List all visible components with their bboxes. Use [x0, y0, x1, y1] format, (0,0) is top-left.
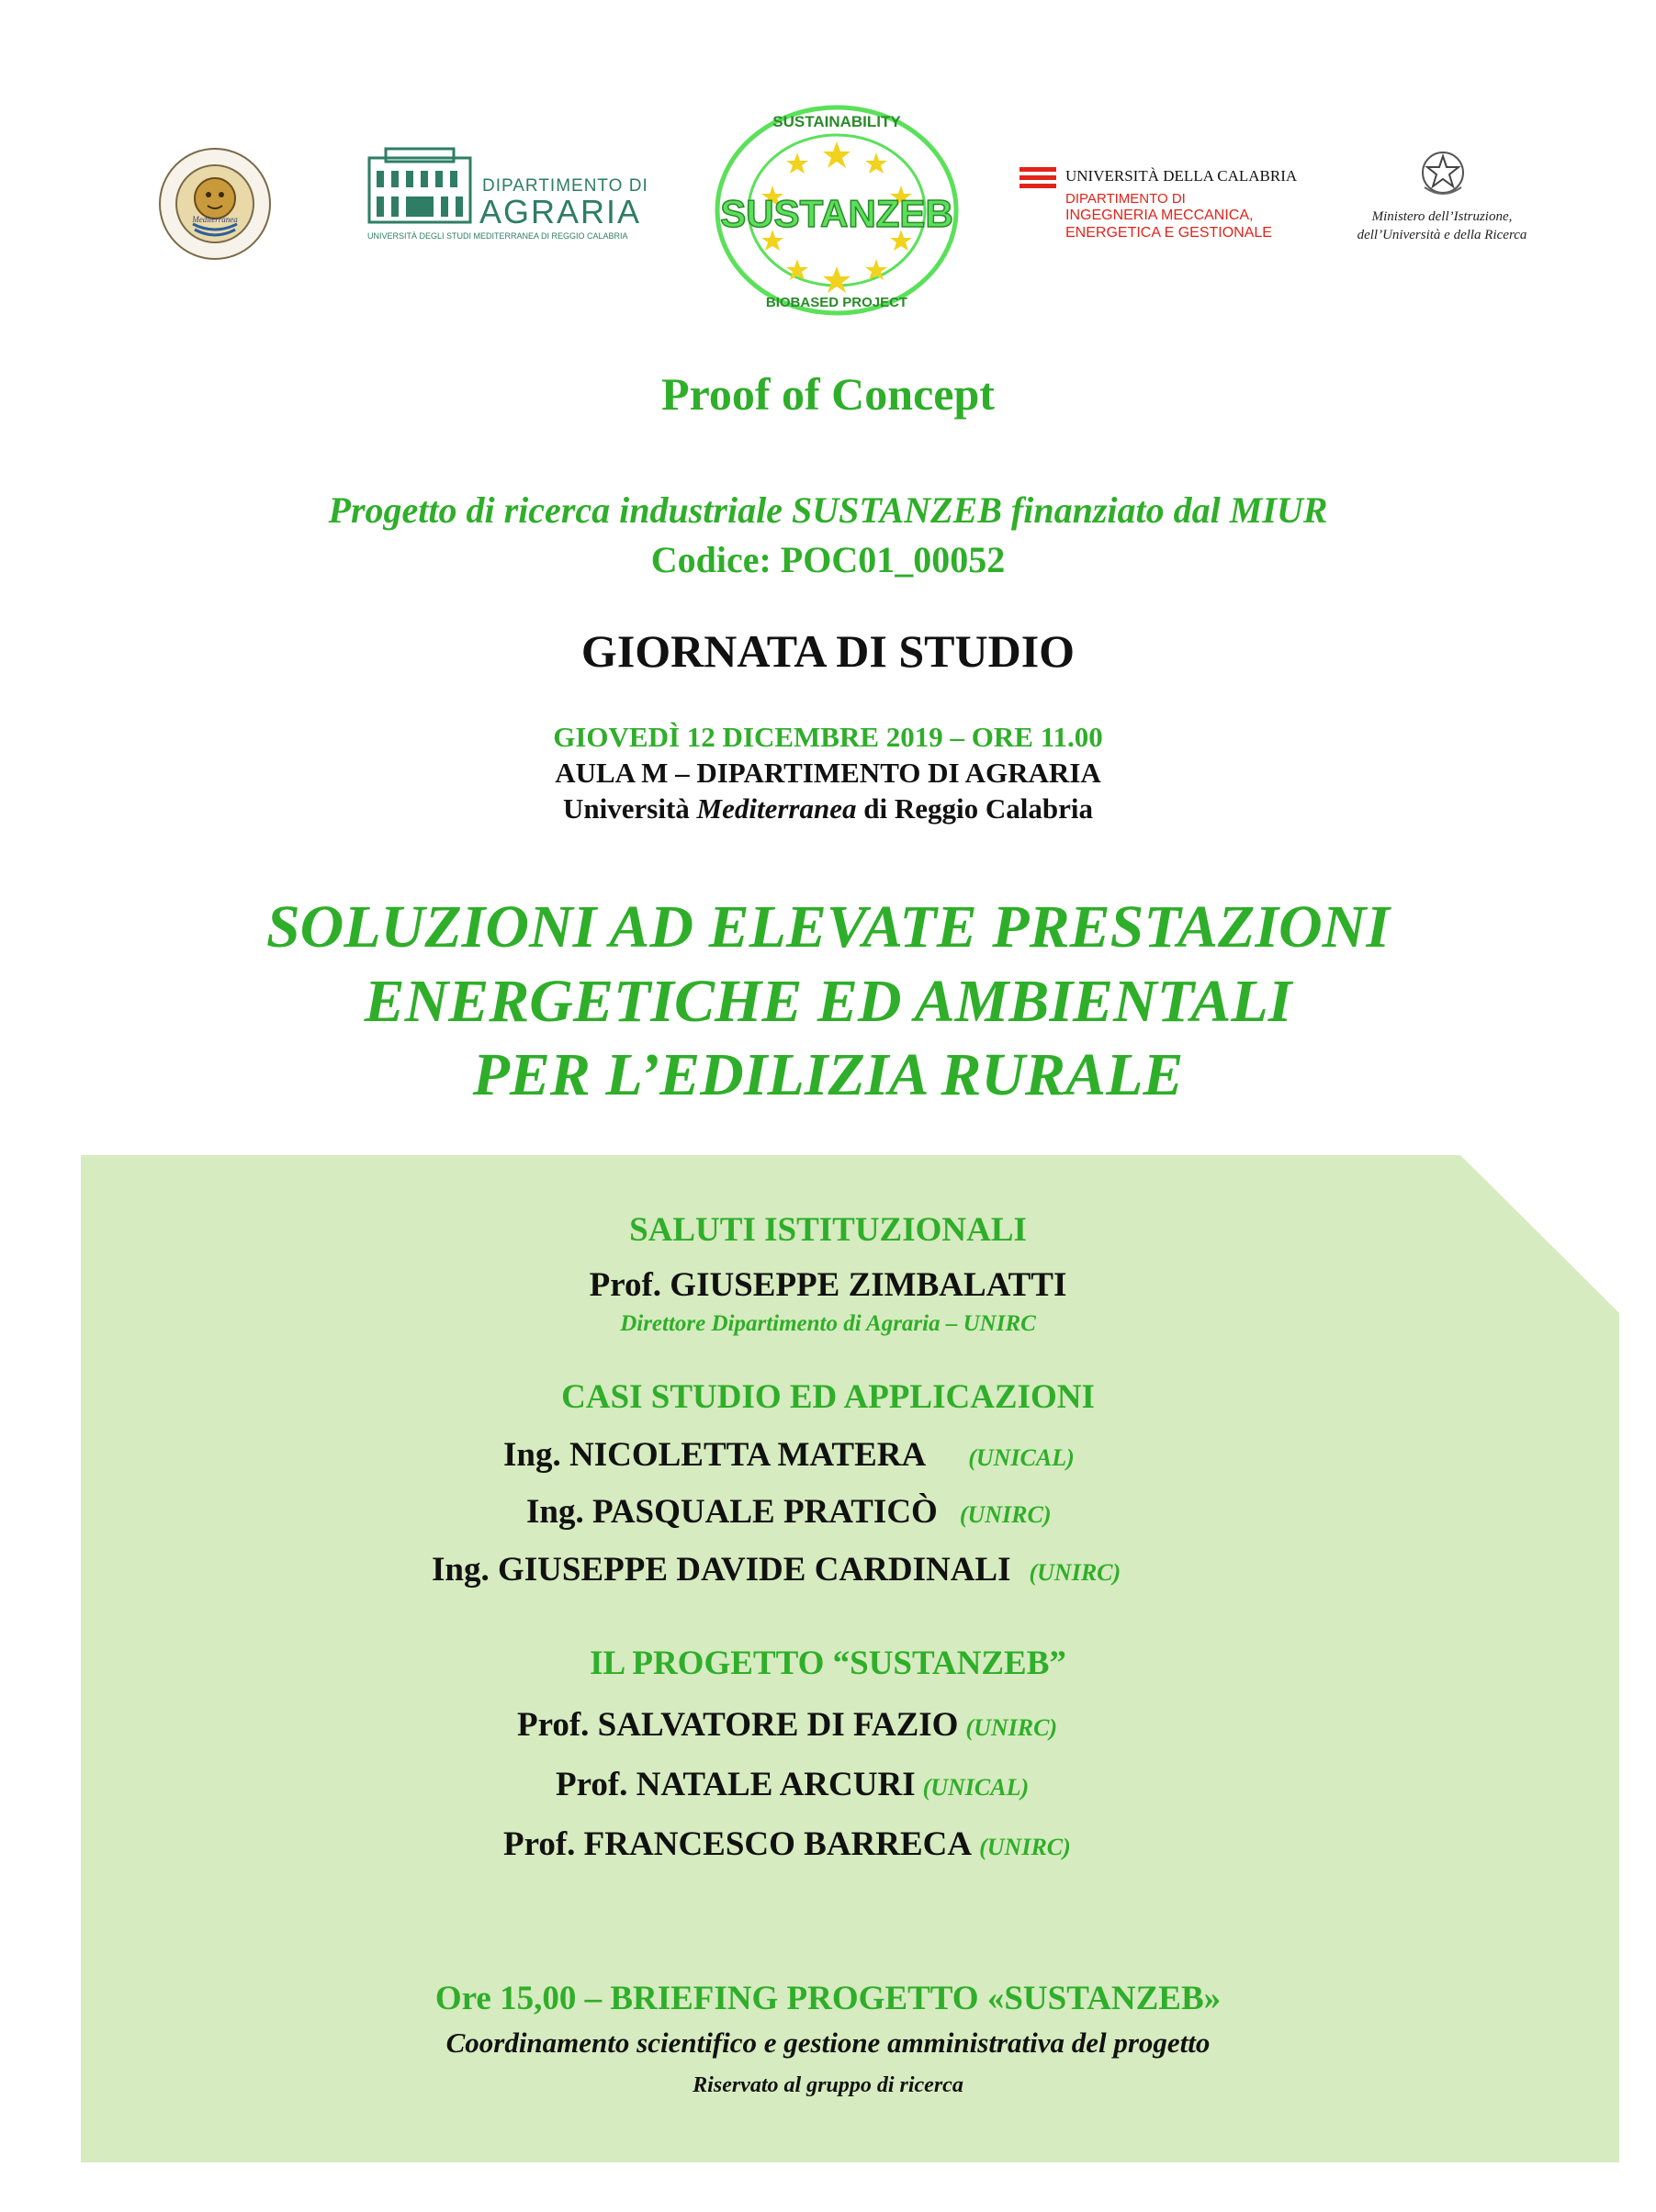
- speaker-zimbalatti: Prof. GIUSEPPE ZIMBALATTI: [589, 1266, 1067, 1304]
- section-heading-saluti: SALUTI ISTITUZIONALI: [629, 1211, 1027, 1249]
- speaker-affiliation: (UNICAL): [922, 1774, 1030, 1801]
- unical-dept2: INGEGNERIA MECCANICA,: [1065, 208, 1254, 223]
- speaker-affiliation: (UNIRC): [979, 1834, 1071, 1860]
- agraria-line1: DIPARTIMENTO DI: [482, 176, 648, 196]
- unical-flag-icon: [1020, 167, 1056, 189]
- lion-seal-icon: [158, 147, 272, 261]
- speaker-row: [526, 1492, 1052, 1532]
- sustanzeb-center-text: SUSTANZEB: [720, 192, 953, 235]
- miur-line2: dell’Università e della Ricerca: [1357, 228, 1527, 242]
- speaker-affiliation: (UNIRC): [1029, 1559, 1121, 1586]
- briefing-heading: Ore 15,00 – BRIEFING PROGETTO «SUSTANZEB»: [434, 1980, 1222, 2017]
- speaker-row: [432, 1550, 1121, 1589]
- section-heading-progetto: IL PROGETTO “SUSTANZEB”: [590, 1645, 1066, 1682]
- speaker-row: [556, 1765, 1029, 1804]
- briefing-note: Riservato al gruppo di ricerca: [693, 2073, 963, 2097]
- sustanzeb-top-text: SUSTAINABILITY: [772, 113, 901, 130]
- speaker-row: [517, 1705, 1057, 1745]
- speaker-name: Prof. FRANCESCO BARRECA: [503, 1825, 973, 1863]
- sustanzeb-badge-icon: [713, 103, 961, 319]
- main-title-line1: SOLUZIONI AD ELEVATE PRESTAZIONI: [265, 893, 1391, 960]
- speaker-row: [503, 1825, 1071, 1864]
- poc-title: Proof of Concept: [661, 368, 995, 420]
- emblem-italy-icon: [1417, 147, 1469, 200]
- miur-line1: Ministero dell’Istruzione,: [1371, 209, 1513, 224]
- main-title-line2: ENERGETICHE ED AMBIENTALI: [364, 968, 1292, 1035]
- project-subtitle: Progetto di ricerca industriale SUSTANZEB finanziato dal MIUR: [328, 489, 1328, 531]
- unical-logo: [1020, 163, 1313, 255]
- university-italic: Mediterranea: [696, 792, 857, 825]
- university-suffix: di Reggio Calabria: [856, 792, 1093, 825]
- sustanzeb-bottom-text: BIOBASED PROJECT: [765, 295, 908, 310]
- section-heading-casi-studio: CASI STUDIO ED APPLICAZIONI: [561, 1378, 1095, 1416]
- event-datetime: GIOVEDÌ 12 DICEMBRE 2019 – ORE 11.00: [553, 721, 1103, 753]
- agraria-line2: AGRARIA: [479, 193, 642, 230]
- speaker-name: Ing. GIUSEPPE DAVIDE CARDINALI: [432, 1551, 1011, 1589]
- miur-logo: [1346, 147, 1538, 253]
- unical-dept1: DIPARTIMENTO DI: [1065, 191, 1186, 207]
- speaker-affiliation: (UNIRC): [965, 1714, 1058, 1741]
- main-title-line3: PER L’EDILIZIA RURALE: [472, 1041, 1184, 1108]
- event-university: [0, 792, 1656, 825]
- unirc-inner-text: Mediterranea: [192, 215, 238, 224]
- speaker-name: Ing. NICOLETTA MATERA: [503, 1436, 927, 1474]
- speaker-affiliation: (UNICAL): [968, 1444, 1075, 1471]
- speaker-name: Prof. NATALE ARCURI: [556, 1766, 916, 1803]
- speaker-name: Prof. SALVATORE DI FAZIO: [517, 1706, 959, 1744]
- event-location: AULA M – DIPARTIMENTO DI AGRARIA: [555, 757, 1101, 789]
- agraria-caption: UNIVERSITÀ DEGLI STUDI MEDITERRANEA DI REGGIO CALABRIA: [367, 231, 628, 241]
- agraria-logo: [367, 147, 657, 248]
- speaker-affiliation: (UNIRC): [959, 1501, 1052, 1528]
- speaker-name: Ing. PASQUALE PRATICÒ: [526, 1493, 938, 1531]
- university-prefix: Università: [563, 792, 697, 825]
- sustanzeb-logo: [713, 103, 961, 319]
- unical-name: UNIVERSITÀ DELLA CALABRIA: [1065, 167, 1298, 185]
- briefing-description: Coordinamento scientifico e gestione amministrativa del progetto: [445, 2027, 1211, 2059]
- speaker-row: [503, 1435, 1075, 1475]
- project-code: Codice: POC01_00052: [650, 539, 1006, 580]
- speaker-zimbalatti-role: Direttore Dipartimento di Agraria – UNIRC: [620, 1311, 1036, 1336]
- event-type: GIORNATA DI STUDIO: [580, 625, 1076, 677]
- unical-dept3: ENERGETICA E GESTIONALE: [1065, 225, 1272, 241]
- unirc-logo: [158, 147, 272, 261]
